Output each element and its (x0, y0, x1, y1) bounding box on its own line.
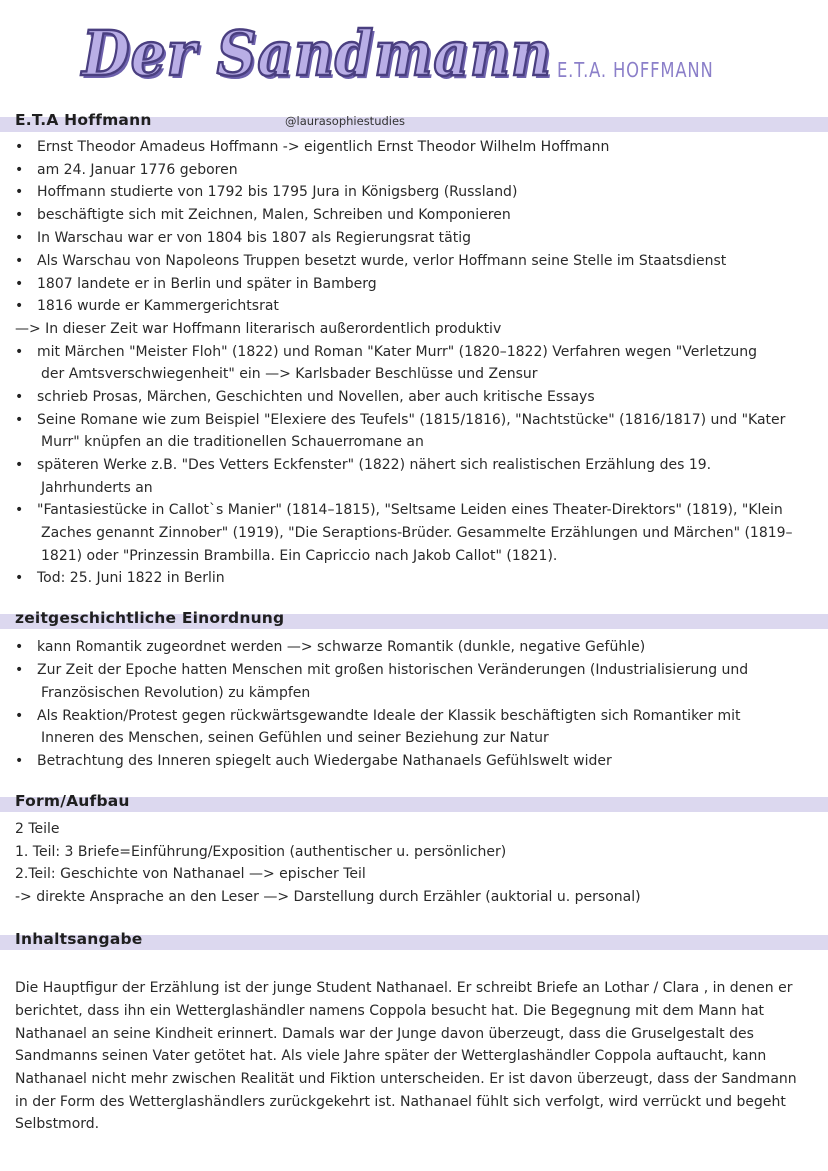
text-line: Die Hauptfigur der Erzählung ist der junge Student Nathanael. Er schreibt Briefe an Lothar / Clara , in denen er (15, 980, 793, 996)
text-line: Jahrhunderts an (41, 480, 153, 496)
section-heading-context: zeitgeschichtliche Einordnung (15, 609, 285, 627)
author-handle: @laurasophiestudies (285, 114, 406, 128)
text-line: in der Form des Wetterglashändlers zurückgekehrt ist. Nathanael fühlt sich verfolgt, wird verrückt und begeht (15, 1094, 786, 1110)
section-heading-structure: Form/Aufbau (15, 792, 130, 810)
text-line: • Als Warschau von Napoleons Truppen besetzt wurde, verlor Hoffmann seine Stelle im Staatsdienst (15, 251, 726, 271)
title-area (0, 0, 828, 110)
text-line: Selbstmord. (15, 1116, 100, 1132)
text-line: • späteren Werke z.B. "Des Vetters Eckfenster" (1822) nähert sich realistischen Erzählung des 19. (15, 455, 711, 475)
text-line: • Tod: 25. Juni 1822 in Berlin (15, 568, 225, 588)
text-line: • Betrachtung des Inneren spiegelt auch Wiedergabe Nathanaels Gefühlswelt wider (15, 751, 612, 771)
text-line: berichtet, dass ihn ein Wetterglashändler namens Coppola besucht hat. Die Begegnung mit dem Mann hat (15, 1003, 765, 1019)
text-line: der Amtsverschwiegenheit" ein —> Karlsbader Beschlüsse und Zensur (41, 366, 538, 382)
text-line: 2 Teile (15, 821, 60, 837)
text-line: • In Warschau war er von 1804 bis 1807 als Regierungsrat tätig (15, 228, 471, 248)
text-line: • Als Reaktion/Protest gegen rückwärtsgewandte Ideale der Klassik beschäftigten sich Romantiker mit (15, 706, 741, 726)
text-line: • schrieb Prosas, Märchen, Geschichten und Novellen, aber auch kritische Essays (15, 387, 595, 407)
text-line: • 1816 wurde er Kammergerichtsrat (15, 296, 279, 316)
text-line: • Zur Zeit der Epoche hatten Menschen mit großen historischen Veränderungen (Industrialisierung und (15, 660, 748, 680)
text-line: 2.Teil: Geschichte von Nathanael —> epischer Teil (15, 866, 366, 882)
text-line: Französischen Revolution) zu kämpfen (41, 685, 311, 701)
text-line: • kann Romantik zugeordnet werden —> schwarze Romantik (dunkle, negative Gefühle) (15, 637, 645, 657)
text-line: —> In dieser Zeit war Hoffmann literarisch außerordentlich produktiv (15, 321, 502, 337)
text-line: Zaches genannt Zinnober" (1919), "Die Seraptions-Brüder. Gesammelte Erzählungen und Märchen" (1819– (41, 525, 793, 541)
author-name: E.T.A. HOFFMANN (557, 58, 714, 82)
text-line: • "Fantasiestücke in Callot`s Manier" (1814–1815), "Seltsame Leiden eines Theater-Direktors" (1819), "Klein (15, 500, 783, 520)
text-line: 1. Teil: 3 Briefe=Einführung/Exposition (authentischer u. persönlicher) (15, 844, 507, 860)
text-line: Murr" knüpfen an die traditionellen Schauerromane an (41, 434, 424, 450)
section-heading-summary: Inhaltsangabe (15, 930, 143, 948)
text-line: • am 24. Januar 1776 geboren (15, 160, 238, 180)
text-line: • Ernst Theodor Amadeus Hoffmann -> eigentlich Ernst Theodor Wilhelm Hoffmann (15, 137, 609, 157)
section-heading-bio: E.T.A Hoffmann (15, 111, 152, 129)
text-line: • beschäftigte sich mit Zeichnen, Malen, Schreiben und Komponieren (15, 205, 511, 225)
text-line: Nathanael nicht mehr zwischen Realität und Fiktion unterscheiden. Er ist davon überzeugt, dass der Sandmann (15, 1071, 797, 1087)
text-line: Sandmanns seinen Vater getötet hat. Als viele Jahre später der Wetterglashändler Coppola auftaucht, kann (15, 1048, 767, 1064)
text-line: • Hoffmann studierte von 1792 bis 1795 Jura in Königsberg (Russland) (15, 182, 517, 202)
text-line: • 1807 landete er in Berlin und später in Bamberg (15, 274, 377, 294)
text-line: -> direkte Ansprache an den Leser —> Darstellung durch Erzähler (auktorial u. personal) (15, 889, 641, 905)
page-title: Der Sandmann (82, 17, 552, 90)
text-line: Inneren des Menschen, seinen Gefühlen und seiner Beziehung zur Natur (41, 730, 549, 746)
text-line: 1821) oder "Prinzessin Brambilla. Ein Capriccio nach Jakob Callot" (1821). (41, 548, 558, 564)
text-line: • mit Märchen "Meister Floh" (1822) und Roman "Kater Murr" (1820–1822) Verfahren wegen "Verletzung (15, 342, 757, 362)
text-line: Nathanael an seine Kindheit erinnert. Damals war der Junge davon überzeugt, dass die Gruselgestalt des (15, 1026, 754, 1042)
text-line: • Seine Romane wie zum Beispiel "Elexiere des Teufels" (1815/1816), "Nachtstücke" (1816/1817) und "Kater (15, 410, 785, 430)
